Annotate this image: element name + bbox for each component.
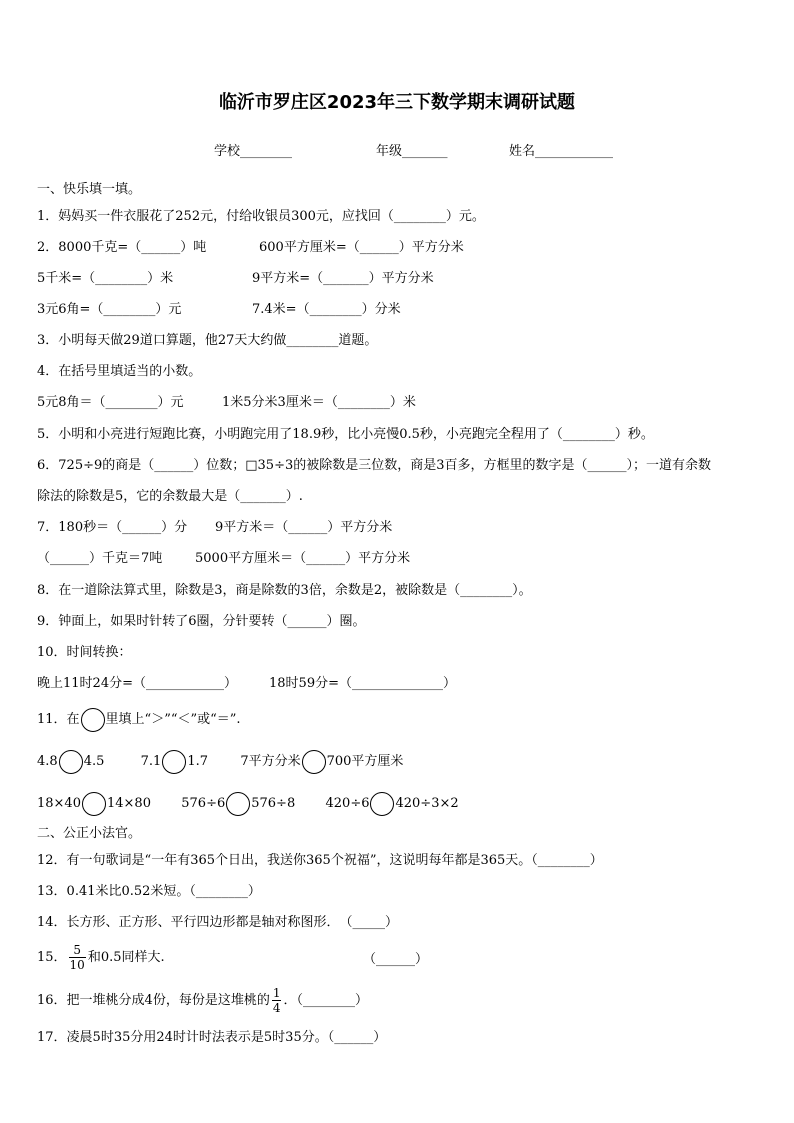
question-6-line1: 6．725÷9的商是（______）位数；□35÷3的被除数是三位数，商是3百多，方框里的数字是（______）；一道有余数 — [37, 458, 712, 473]
question-1: 1．妈妈买一件衣服花了252元，付给收银员300元，应找回（________）元。 — [37, 209, 485, 224]
compare-left: 420÷6 — [325, 796, 370, 811]
question-7c: （______）千克＝7吨 — [37, 551, 163, 566]
question-2f: 7.4米=（________）分米 — [252, 302, 401, 317]
question-2b: 600平方厘米=（______）平方分米 — [259, 240, 464, 255]
question-3: 3．小明每天做29道口算题，他27天大约做________道题。 — [37, 333, 378, 348]
question-6-line2: 除法的除数是5，它的余数最大是（_______）. — [37, 489, 303, 504]
fraction-one-quarter — [272, 986, 282, 1015]
compare-left: 18×40 — [37, 796, 81, 811]
compare-right: 420÷3×2 — [395, 796, 459, 811]
question-11 — [37, 707, 241, 733]
compare-blank-circle[interactable] — [59, 750, 83, 774]
question-2a: 2．8000千克=（______）吨 — [37, 240, 207, 255]
question-14: 14．长方形、正方形、平行四边形都是轴对称图形． （_____） — [37, 915, 399, 930]
question-10b: 18时59分=（______________） — [269, 676, 456, 691]
question-17: 17．凌晨5时35分用24时计时法表示是5时35分。（______） — [37, 1030, 387, 1045]
question-16 — [37, 984, 368, 1018]
fraction-denominator: 4 — [272, 1001, 281, 1015]
compare-right: 700平方厘米 — [326, 754, 404, 769]
question-7d: 5000平方厘米＝（______）平方分米 — [195, 551, 411, 566]
question-10: 10．时间转换： — [37, 645, 132, 660]
question-2d: 9平方米=（_______）平方分米 — [252, 271, 434, 286]
question-7b: 9平方米＝（______）平方分米 — [215, 520, 393, 535]
question-11-suffix: 里填上“＞”“＜”或“＝”. — [105, 712, 241, 727]
section-heading-2: 二、公正小法官。 — [37, 826, 142, 841]
compare-right: 1.7 — [187, 754, 209, 769]
question-4a: 5元8角＝（________）元 — [37, 395, 184, 410]
fraction-numerator: 5 — [73, 943, 81, 957]
compare-row-2 — [37, 791, 459, 817]
compare-blank-circle[interactable] — [226, 792, 250, 816]
school-field[interactable]: 学校________ — [214, 144, 293, 159]
question-5: 5．小明和小亮进行短跑比赛，小明跑完用了18.9秒，比小亮慢0.5秒，小亮跑完全程用了（________）秒。 — [37, 427, 654, 442]
compare-blank-circle[interactable] — [82, 792, 106, 816]
question-9: 9．钟面上，如果时针转了6圈，分针要转（______）圈。 — [37, 614, 366, 629]
question-15-answer-bracket[interactable]: （______） — [363, 952, 429, 967]
compare-left: 7.1 — [140, 754, 162, 769]
name-field[interactable]: 姓名____________ — [509, 144, 614, 159]
fraction-numerator: 1 — [272, 986, 281, 1000]
question-11-prefix: 11．在 — [37, 712, 80, 727]
compare-blank-circle[interactable] — [162, 750, 186, 774]
compare-right: 4.5 — [83, 754, 105, 769]
question-8: 8．在一道除法算式里，除数是3，商是除数的3倍，余数是2，被除数是（________）。 — [37, 583, 532, 598]
question-15-number: 15． — [37, 950, 67, 965]
compare-left: 576÷6 — [181, 796, 226, 811]
fraction-denominator: 10 — [69, 958, 85, 972]
compare-blank-circle[interactable] — [370, 792, 394, 816]
question-16-text: 16．把一堆桃分成4份，每份是这堆桃的 — [37, 993, 270, 1008]
question-2c: 5千米=（________）米 — [37, 271, 174, 286]
compare-right: 576÷8 — [251, 796, 296, 811]
compare-left: 4.8 — [37, 754, 58, 769]
grade-field[interactable]: 年级_______ — [376, 144, 448, 159]
compare-circle-icon — [81, 708, 105, 732]
compare-blank-circle[interactable] — [302, 750, 326, 774]
compare-left: 7平方分米 — [240, 754, 301, 769]
question-16-bracket[interactable]: ．（________） — [283, 993, 368, 1008]
question-4: 4．在括号里填适当的小数。 — [37, 364, 202, 379]
section-heading-1: 一、快乐填一填。 — [37, 182, 142, 197]
question-15-text: 和0.5同样大. — [87, 950, 165, 965]
compare-row-1 — [37, 749, 403, 775]
compare-right: 14×80 — [106, 796, 151, 811]
fraction-five-tenths — [69, 943, 86, 972]
question-10a: 晚上11时24分=（____________） — [37, 676, 237, 691]
page-title: 临沂市罗庄区2023年三下数学期末调研试题 — [218, 92, 576, 113]
question-12: 12．有一句歌词是“一年有365个日出，我送你365个祝福”，这说明每年都是365天。（________） — [37, 853, 603, 868]
question-15 — [37, 941, 165, 975]
question-7a: 7．180秒＝（______）分 — [37, 520, 188, 535]
question-4b: 1米5分米3厘米＝（________）米 — [222, 395, 416, 410]
question-13: 13．0.41米比0.52米短。（________） — [37, 884, 261, 899]
question-2e: 3元6角=（________）元 — [37, 302, 182, 317]
